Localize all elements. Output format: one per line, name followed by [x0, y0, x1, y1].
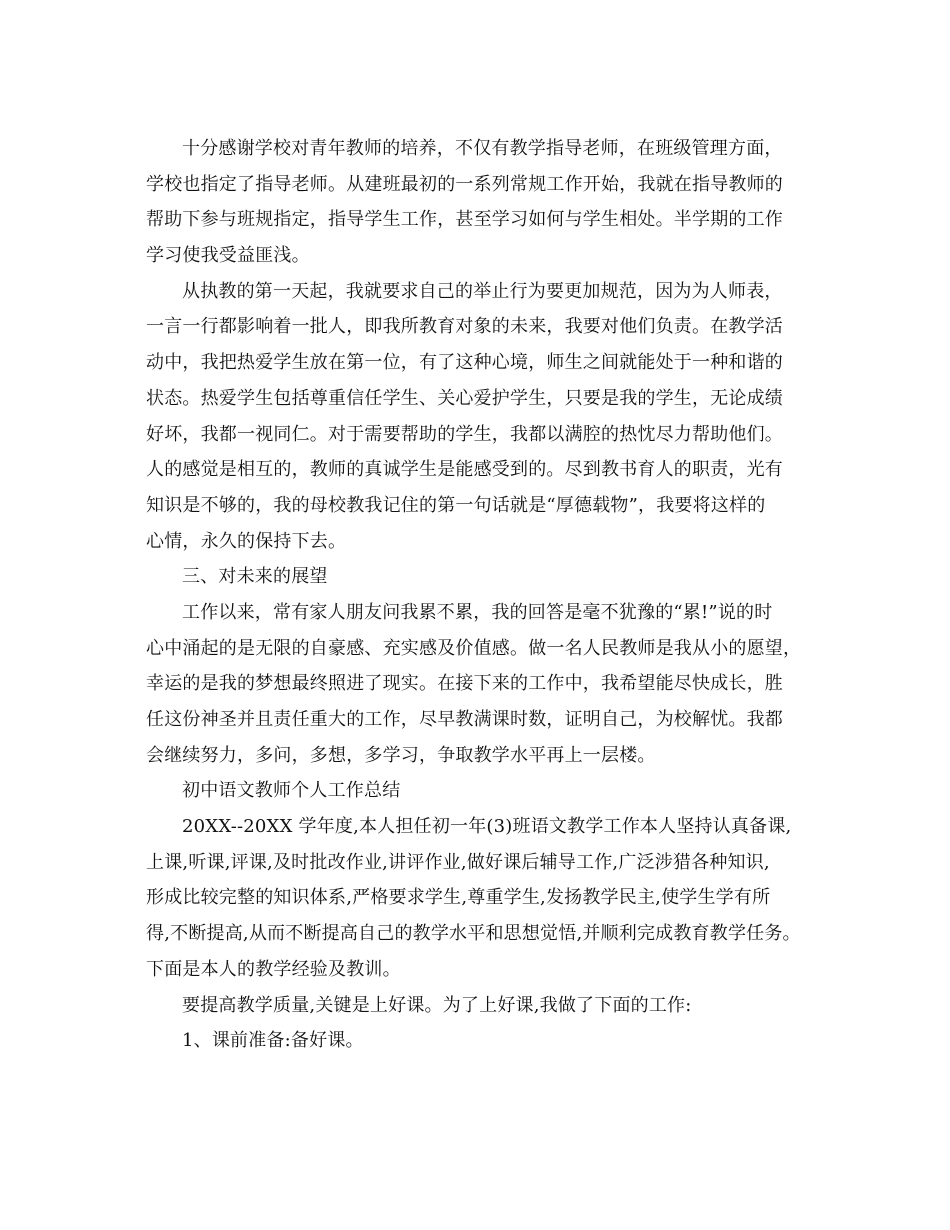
text-line: 形成比较完整的知识体系,严格要求学生,尊重学生,发扬教学民主,使学生学有所 [146, 887, 771, 909]
text-line: 得,不断提高,从而不断提高自己的教学水平和思想觉悟,并顺利完成教育教学任务。 [146, 923, 801, 945]
text-line: 20XX--20XX 学年度,本人担任初一年(3)班语文教学工作本人坚持认真备课, [182, 816, 792, 838]
text-line: 帮助下参与班规指定，指导学生工作，甚至学习如何与学生相处。半学期的工作 [146, 209, 783, 231]
text-line: 初中语文教师个人工作总结 [182, 780, 401, 802]
text-line: 知识是不够的，我的母校教我记住的第一句话就是“厚德载物”，我要将这样的 [146, 494, 766, 516]
text-line: 十分感谢学校对青年教师的培养，不仅有教学指导老师，在班级管理方面， [182, 138, 783, 159]
text-line: 会继续努力，多问，多想，多学习，争取教学水平再上一层楼。 [146, 744, 656, 766]
document-body [146, 131, 826, 1059]
text-line: 人的感觉是相互的，教师的真诚学生是能感受到的。尽到教书育人的职责，光有 [146, 459, 783, 481]
text-line: 好坏，我都一视同仁。对于需要帮助的学生，我都以满腔的热忱尽力帮助他们。 [146, 423, 783, 445]
text-line: 学校也指定了指导老师。从建班最初的一系列常规工作开始，我就在指导教师的 [146, 173, 783, 195]
text-line: 幸运的是我的梦想最终照进了现实。在接下来的工作中，我希望能尽快成长，胜 [146, 673, 783, 695]
text-line: 要提高教学质量,关键是上好课。为了上好课,我做了下面的工作: [182, 994, 692, 1016]
text-line: 从执教的第一天起，我就要求自己的举止行为要更加规范，因为为人师表， [182, 280, 783, 302]
text-line: 一言一行都影响着一批人，即我所教育对象的未来，我要对他们负责。在教学活 [146, 316, 783, 338]
text-line: 任这份神圣并且责任重大的工作，尽早教满课时数，证明自己，为校解忧。我都 [146, 709, 783, 730]
text-line: 上课,听课,评课,及时批改作业,讲评作业,做好课后辅导工作,广泛涉猎各种知识, [146, 851, 770, 873]
text-line: 1、课前准备:备好课。 [182, 1030, 364, 1052]
text-line: 心中涌起的是无限的自豪感、充实感及价值感。做一名人民教师是我从小的愿望， [146, 637, 802, 659]
text-line: 工作以来，常有家人朋友问我累不累，我的回答是毫不犹豫的“累!”说的时 [182, 601, 773, 623]
text-line: 心情，永久的保持下去。 [146, 530, 347, 552]
text-line: 状态。热爱学生包括尊重信任学生、关心爱护学生，只要是我的学生，无论成绩 [146, 387, 783, 409]
text-line: 动中，我把热爱学生放在第一位，有了这种心境，师生之间就能处于一种和谐的 [146, 352, 783, 374]
text-line: 下面是本人的教学经验及教训。 [146, 958, 401, 980]
text-line: 三、对未来的展望 [182, 566, 328, 588]
text-line: 学习使我受益匪浅。 [146, 245, 310, 267]
